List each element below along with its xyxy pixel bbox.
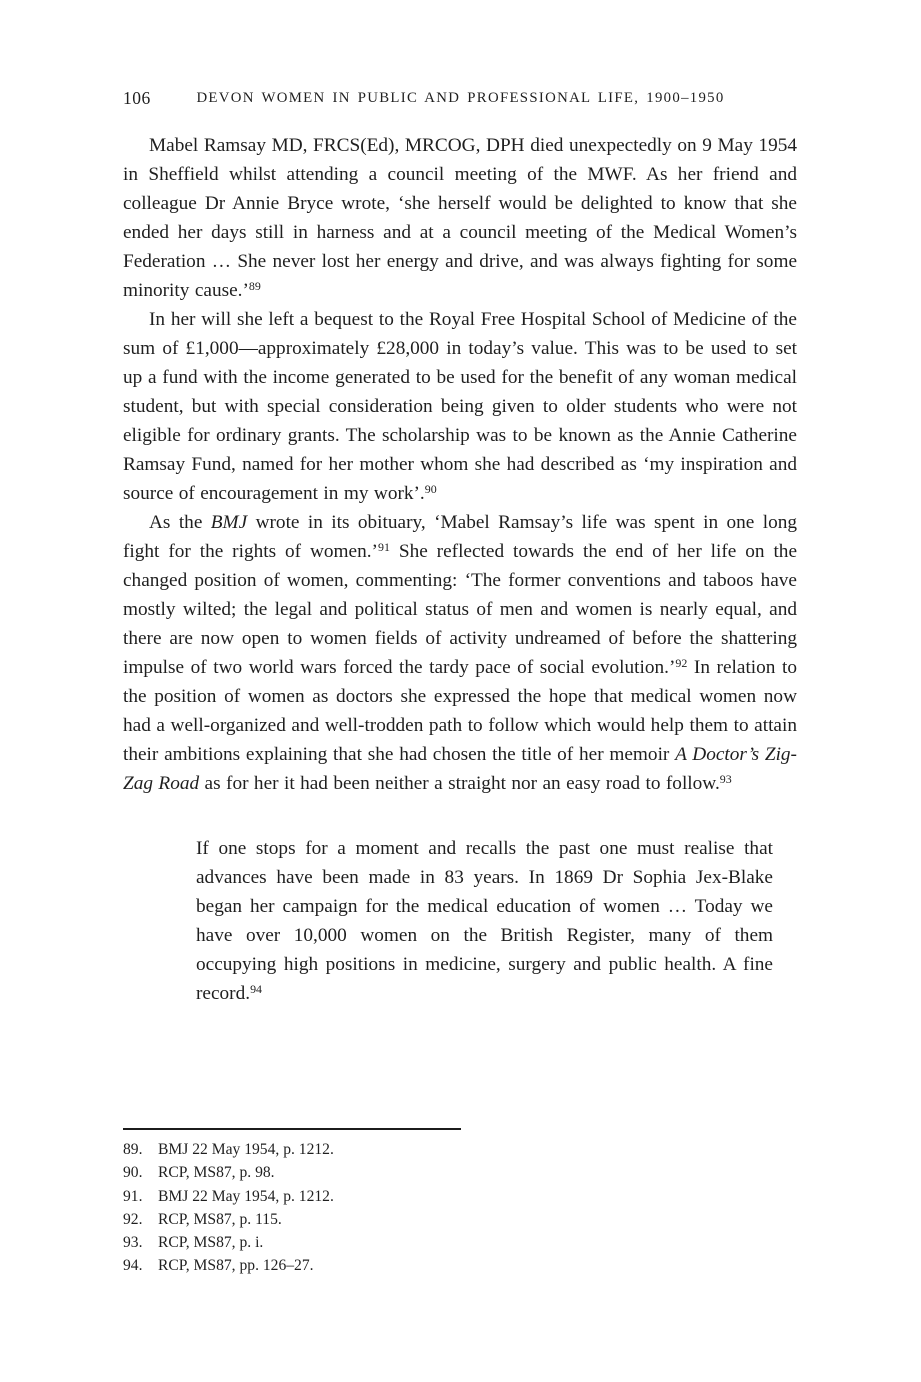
footnote-item [123,1254,797,1277]
italic-text: A Doctor’s Zig-Zag Road [123,744,797,794]
block-quote: If one stops for a moment and recalls the past one must realise that advances have been made in 83 years. In 1869 Dr Sophia Jex-Blake began her campaign for the medical education of women … Today we have over 10,000 women on the British Register, many of them occupying high positions in medicine, surgery and public health. A fine record.$^{94}$ [196,838,773,1004]
footnote-item [123,1161,797,1184]
footnote-ref: 90 [424,482,437,497]
page-number: 106 [123,88,151,108]
italic-text: BMJ [210,512,248,533]
running-title: DEVON WOMEN IN PUBLIC AND PROFESSIONAL LIFE, 1900–1950 [196,90,725,106]
footnote-number: 93. [123,1234,143,1252]
footnote-item [123,1185,797,1208]
footnote-text: BMJ 22 May 1954, p. 1212. [158,1187,334,1205]
footnote-number: 90. [123,1164,143,1182]
footnote-text: BMJ 22 May 1954, p. 1212. [158,1141,334,1158]
body-text [123,131,797,1008]
footnote-ref: 89 [248,279,261,294]
footnote-item [123,1231,797,1254]
footnote-text: RCP, MS87, p. i. [158,1234,264,1252]
paragraph-2: In her will she left a bequest to the Royal Free Hospital School of Medicine of the sum of £1,000—approximately £28,000 in today’s value. This was to be used to set up a fund with the income generated to be used for the benefit of any woman medical student, but with special consideration being given to older students who were not eligible for ordinary grants. The scholarship was to be known as the Annie Catherine Ramsay Fund, named for her mother whom she had described as ‘my inspiration and source of encouragement in my work’.$^{90}$ [123,309,797,504]
footnote-rule [123,1128,461,1130]
footnote-text: RCP, MS87, p. 98. [158,1164,275,1182]
paragraph-1: Mabel Ramsay MD, FRCS(Ed), MRCOG, DPH died unexpectedly on 9 May 1954 in Sheffield whilst attending a council meeting of the MWF. As her friend and colleague Dr Annie Bryce wrote, ‘she herself would be delighted to know that she ended her days still in harness and at a council meeting of the Medical Women’s Federation … She never lost her energy and drive, and was always fighting for some minority cause.’$^{89}$ [123,135,797,301]
footnote-item [123,1138,797,1161]
footnote-text: RCP, MS87, p. 115. [158,1210,282,1228]
footnote-number: 91. [123,1187,143,1205]
running-header [0,88,921,108]
footnote-ref: 91 [377,540,390,555]
footnote-ref: 93 [719,772,732,787]
paragraph-3: As the BMJ wrote in its obituary, ‘Mabel Ramsay’s life was spent in one long fight for the rights of women.’$^{91}$ She reflected towards the end of her life on the changed position of women, commenting: ‘The former conventions and taboos have mostly wilted; the legal and political status of men and women is nearly equal, and there are now open to women fields of activity undreamed of before the shattering impulse of two world wars forced the tardy pace of social evolution.’$^{92}$ In relation to the position of women as doctors she expressed the hope that medical women now had a well-organized and well-trodden path to follow which would help them to attain their ambitions explaining that she had chosen the title of her memoir A Doctor’s Zig-Zag Road as for her it had been neither a straight nor an easy road to follow.$^{93}$ [123,512,798,794]
footnote-number: 94. [123,1257,143,1275]
footnote-number: 92. [123,1210,143,1228]
footnote-ref: 94 [250,982,263,997]
footnote-item [123,1208,797,1231]
footnote-ref: 92 [675,656,688,671]
footnote-block [123,1128,797,1278]
footnotes-list [123,1138,797,1278]
footnote-number: 89. [123,1141,143,1158]
footnote-text: RCP, MS87, pp. 126–27. [158,1257,314,1275]
